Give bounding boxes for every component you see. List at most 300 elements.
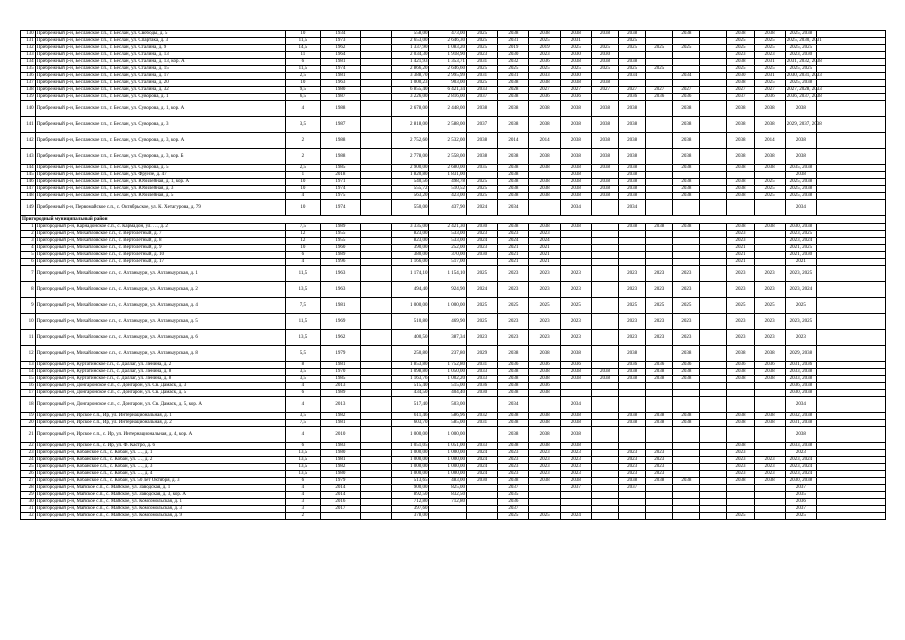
table-cell: 2038 — [591, 193, 618, 200]
table-cell: 2010 — [321, 427, 361, 443]
table-cell: 2025 — [619, 45, 646, 52]
address-cell: Прибрежный р-н, Бесланское г.п., г. Беслан, ул. Суворова, д. 5 — [35, 165, 285, 172]
table-cell: 2038 — [619, 31, 646, 38]
table-cell — [817, 80, 886, 87]
address-cell: Прибрежный р-н, Бесланское г.п., г. Беслан, ул. Юбилейная, д. 1, кор. А — [35, 179, 285, 186]
table-cell: 10 — [285, 186, 320, 193]
table-cell — [360, 485, 391, 492]
table-cell: 2034 — [498, 397, 529, 413]
table-cell: 2023 — [466, 330, 497, 346]
table-cell: 2025 — [619, 66, 646, 73]
table-cell: 2031 — [560, 38, 591, 45]
table-cell: 2038 — [560, 427, 591, 443]
table-cell: 250,80 — [391, 346, 429, 362]
table-cell — [591, 298, 618, 314]
table-cell — [360, 224, 391, 231]
address-cell: Пригородный р-н, Михайловское с.п., с. Ахтаныури, ул. Ахтаныурская, д. 5 — [35, 314, 285, 330]
table-cell: 2038 — [785, 427, 816, 443]
address-cell: Прибрежный р-н, Бесланское г.п., г. Беслан, ул. Сталина, д. 15 — [35, 66, 285, 73]
table-cell: 2023 — [498, 231, 529, 238]
table-row — [21, 376, 886, 383]
table-cell: 2036 — [754, 362, 785, 369]
table-cell: 2033, 2038 — [785, 443, 816, 450]
table-cell: 2038 — [560, 179, 591, 186]
table-cell: 2038 — [673, 193, 700, 200]
table-cell: 2 680,00 — [429, 165, 467, 172]
table-cell: 2023, 2024 — [785, 457, 816, 464]
table-cell: 1 000,23 — [391, 80, 429, 87]
table-cell: 903,00 — [429, 80, 467, 87]
table-cell — [673, 172, 700, 179]
table-cell: 586,96 — [429, 413, 467, 420]
address-cell: Пригородный р-н, Ирское с.п., с. Ир, ул. Ф. Кастро, д. 6 — [35, 443, 285, 450]
table-cell: 1 000,00 — [391, 464, 429, 471]
table-cell: 2023, 2024 — [785, 238, 816, 245]
row-number: 18 — [21, 397, 36, 413]
table-cell — [646, 59, 673, 66]
table-cell: 2016 — [321, 499, 361, 506]
table-cell: 2030 — [498, 52, 529, 59]
table-cell: 2038 — [619, 101, 646, 117]
table-cell: 1971 — [321, 179, 361, 186]
table-cell — [646, 179, 673, 186]
table-cell — [754, 238, 785, 245]
table-row — [21, 464, 886, 471]
table-cell: 2025 — [646, 298, 673, 314]
table-cell: 2 588,00 — [429, 117, 467, 133]
table-cell: 603,70 — [391, 420, 429, 427]
table-row — [21, 492, 886, 499]
table-cell: 1 000,00 — [429, 464, 467, 471]
table-cell: 11,5 — [285, 266, 320, 282]
table-cell — [591, 471, 618, 478]
table-cell: 2038 — [498, 383, 529, 390]
table-cell: 2036 — [646, 362, 673, 369]
table-row — [21, 133, 886, 149]
table-cell: 2025 — [785, 513, 816, 520]
table-cell — [591, 38, 618, 45]
table-cell: 2030, 2038 — [785, 390, 816, 397]
table-cell: 2025 — [466, 266, 497, 282]
row-number: 28 — [21, 485, 36, 492]
table-cell — [817, 485, 886, 492]
table-cell: 2038 — [785, 101, 816, 117]
table-cell: 2023 — [529, 231, 560, 238]
table-cell — [529, 499, 560, 506]
table-cell — [817, 38, 886, 45]
rows-bеслан — [21, 31, 886, 216]
table-cell: 4 — [285, 397, 320, 413]
table-cell — [646, 117, 673, 133]
table-cell: 2030 — [560, 73, 591, 80]
address-cell: Пригородный р-н, Донгаронское с.п., с. Донгарон, ул. Св. Дамаск, д. 5 — [35, 390, 285, 397]
table-cell: 2023 — [560, 330, 591, 346]
table-cell — [673, 238, 700, 245]
address-cell: Пригородный р-н, Михайловское с.п., с. Ахтаныури, ул. Ахтаныурская, д. 2 — [35, 282, 285, 298]
table-cell — [817, 492, 886, 499]
row-number: 143 — [21, 149, 36, 165]
table-cell: 2023 — [498, 314, 529, 330]
table-cell — [727, 200, 754, 216]
row-number: 144 — [21, 165, 36, 172]
table-cell — [817, 513, 886, 520]
table-cell — [619, 238, 646, 245]
table-cell — [529, 172, 560, 179]
table-cell — [700, 66, 727, 73]
table-cell: 555,72 — [391, 186, 429, 193]
table-cell: 2032 — [466, 413, 497, 420]
table-cell: 2038 — [591, 165, 618, 172]
table-cell — [360, 464, 391, 471]
table-cell: 2023 — [529, 282, 560, 298]
table-row — [21, 346, 886, 362]
table-cell — [646, 80, 673, 87]
table-cell — [360, 172, 391, 179]
table-cell — [360, 45, 391, 52]
table-cell: 2035 — [466, 165, 497, 172]
table-cell: 2038 — [529, 443, 560, 450]
table-cell: 2038 — [727, 186, 754, 193]
table-cell: 2038 — [727, 59, 754, 66]
table-row — [21, 478, 886, 485]
table-cell — [360, 376, 391, 383]
table-cell: 2023 — [560, 471, 591, 478]
table-cell — [360, 94, 391, 101]
table-cell — [360, 59, 391, 66]
table-cell: 2023 — [619, 464, 646, 471]
table-cell — [360, 457, 391, 464]
table-cell — [360, 420, 391, 427]
row-number: 30 — [21, 499, 36, 506]
table-cell: 2025 — [498, 513, 529, 520]
table-cell — [466, 259, 497, 266]
table-cell: 2038 — [591, 179, 618, 186]
table-cell: 2023, 2025 — [785, 314, 816, 330]
table-cell: 832,50 — [429, 492, 467, 499]
table-cell: 2023 — [754, 471, 785, 478]
table-cell: 2 646,60 — [429, 66, 467, 73]
table-cell — [360, 450, 391, 457]
table-cell — [817, 346, 886, 362]
table-cell: 2025, 2038 — [785, 186, 816, 193]
table-cell: 2038 — [529, 478, 560, 485]
table-cell: 2025, 2038 — [785, 31, 816, 38]
table-cell — [673, 66, 700, 73]
table-cell — [591, 499, 618, 506]
table-cell: 2038 — [754, 413, 785, 420]
table-cell: 1 337,90 — [391, 45, 429, 52]
table-cell — [700, 38, 727, 45]
table-cell — [619, 499, 646, 506]
table-cell — [466, 499, 497, 506]
table-cell: 2038 — [619, 149, 646, 165]
row-number: 19 — [21, 413, 36, 420]
table-cell: 2031 — [754, 73, 785, 80]
table-cell: 2031 — [466, 420, 497, 427]
table-cell: 2025 — [591, 45, 618, 52]
table-cell: 823,00 — [391, 231, 429, 238]
table-cell: 4 — [285, 427, 320, 443]
row-number: 27 — [21, 478, 36, 485]
table-cell: 2,5 — [285, 165, 320, 172]
table-cell: 2038 — [646, 413, 673, 420]
table-row — [21, 193, 886, 200]
address-cell: Прибрежный р-н, Бесланское г.п., г. Беслан, ул. Юбилейная, д. 5 — [35, 193, 285, 200]
table-cell: 2037 — [785, 485, 816, 492]
row-number: 16 — [21, 383, 36, 390]
table-row — [21, 45, 886, 52]
table-cell — [646, 52, 673, 59]
table-cell — [619, 259, 646, 266]
table-row — [21, 231, 886, 238]
table-cell: 2038 — [498, 376, 529, 383]
table-cell: 2025 — [754, 179, 785, 186]
table-cell: 2035 — [785, 492, 816, 499]
table-cell — [591, 506, 618, 513]
table-cell — [817, 45, 886, 52]
table-cell: 2038 — [619, 346, 646, 362]
table-cell: 2038 — [591, 101, 618, 117]
table-cell — [466, 492, 497, 499]
table-cell: 2025 — [560, 298, 591, 314]
table-cell: 10 — [285, 31, 320, 38]
table-cell: 2028 — [498, 87, 529, 94]
table-cell: 1 353,71 — [429, 59, 467, 66]
table-cell: 1983 — [321, 443, 361, 450]
table-cell: 2038 — [466, 101, 497, 117]
table-cell — [619, 390, 646, 397]
table-cell: 12 — [285, 231, 320, 238]
address-cell: Пригородный р-н, Кобанское с.п., с. Кобан, ул. …, д. 4 — [35, 471, 285, 478]
table-cell: 2023 — [498, 457, 529, 464]
table-cell — [673, 457, 700, 464]
table-cell: 2038 — [727, 443, 754, 450]
table-cell — [619, 513, 646, 520]
table-cell — [700, 193, 727, 200]
table-cell — [360, 259, 391, 266]
table-cell: 2038 — [560, 193, 591, 200]
table-cell — [591, 513, 618, 520]
table-cell — [700, 450, 727, 457]
table-cell: 1 853,80 — [391, 362, 429, 369]
table-row — [21, 513, 886, 520]
table-cell: 1981 — [321, 457, 361, 464]
table-cell: 2023, 2025 — [785, 231, 816, 238]
table-cell: 6 — [285, 390, 320, 397]
table-cell — [700, 87, 727, 94]
table-cell: 2038 — [727, 369, 754, 376]
table-cell — [673, 245, 700, 252]
table-cell: 2038 — [529, 224, 560, 231]
table-row — [21, 52, 886, 59]
table-cell: 13,5 — [285, 282, 320, 298]
table-cell: 4 — [285, 259, 320, 266]
table-cell: 2038 — [727, 101, 754, 117]
table-row — [21, 172, 886, 179]
table-cell: 2025 — [529, 513, 560, 520]
table-cell: 2025, 2038 — [785, 80, 816, 87]
table-cell: 823,00 — [391, 238, 429, 245]
row-number: 26 — [21, 471, 36, 478]
table-row — [21, 31, 886, 38]
table-row — [21, 443, 886, 450]
table-cell: 1955 — [321, 231, 361, 238]
table-cell: 2025 — [754, 186, 785, 193]
table-cell: 2025 — [727, 45, 754, 52]
table-cell: 2038 — [673, 133, 700, 149]
row-number: 137 — [21, 80, 36, 87]
table-cell: 2038 — [727, 31, 754, 38]
table-cell: 2025 — [591, 66, 618, 73]
table-cell — [817, 266, 886, 282]
table-cell: 2025 — [529, 66, 560, 73]
table-cell: 13,5 — [285, 471, 320, 478]
table-cell — [817, 471, 886, 478]
table-cell: 2023 — [727, 314, 754, 330]
table-cell: 3 — [285, 506, 320, 513]
table-cell: 2023 — [646, 457, 673, 464]
table-cell — [700, 314, 727, 330]
table-row — [21, 499, 886, 506]
table-cell — [360, 492, 391, 499]
table-cell — [619, 443, 646, 450]
row-number: 136 — [21, 73, 36, 80]
table-cell: 2038 — [560, 443, 591, 450]
table-cell — [591, 450, 618, 457]
address-cell: Прибрежный р-н, Бесланское г.п., г. Беслан, ул. Суворова, д. 3 — [35, 117, 285, 133]
table-cell: 2038 — [560, 80, 591, 87]
table-cell: 4 — [285, 485, 320, 492]
table-cell: 1 000,00 — [429, 298, 467, 314]
table-cell: 2037 — [498, 485, 529, 492]
table-cell — [646, 172, 673, 179]
table-row — [21, 224, 886, 231]
table-cell — [700, 369, 727, 376]
row-number: 7 — [21, 266, 36, 282]
table-cell: 2038 — [498, 420, 529, 427]
table-cell: 2024 — [466, 464, 497, 471]
table-row — [21, 80, 886, 87]
row-number: 31 — [21, 506, 36, 513]
address-cell: Прибрежный р-н, Бесланское г.п., г. Беслан, ул. Спартака, д. 3 — [35, 38, 285, 45]
table-row — [21, 266, 886, 282]
table-cell — [700, 52, 727, 59]
table-cell: 2023 — [560, 457, 591, 464]
table-cell — [360, 252, 391, 259]
table-cell — [591, 485, 618, 492]
table-cell: 494,40 — [391, 282, 429, 298]
table-cell — [360, 362, 391, 369]
table-cell — [754, 499, 785, 506]
table-cell: 387,34 — [429, 330, 467, 346]
table-cell: 2 — [285, 149, 320, 165]
table-cell: 1985 — [321, 376, 361, 383]
table-cell: 10 — [285, 179, 320, 186]
table-cell — [817, 186, 886, 193]
table-cell: 2038 — [591, 133, 618, 149]
row-number: 139 — [21, 94, 36, 101]
table-cell: 2025, 2038 — [785, 193, 816, 200]
table-cell: 2023 — [646, 266, 673, 282]
address-cell: Прибрежный р-н, Бесланское г.п., г. Беслан, ул. Свободы, д. 5 — [35, 31, 285, 38]
table-cell — [817, 165, 886, 172]
table-row — [21, 383, 886, 390]
table-cell: 2038 — [673, 478, 700, 485]
table-cell: 2021, 2030 — [785, 252, 816, 259]
table-row — [21, 179, 886, 186]
table-cell: 2033 — [466, 443, 497, 450]
table-cell: 2038 — [785, 172, 816, 179]
table-cell: 2023 — [727, 231, 754, 238]
table-cell — [817, 133, 886, 149]
table-cell: 3,5 — [285, 117, 320, 133]
table-cell: 2038 — [529, 149, 560, 165]
table-cell: 2038 — [727, 478, 754, 485]
table-cell — [700, 73, 727, 80]
table-cell: 2023, 2025 — [785, 266, 816, 282]
table-cell: 2 646,30 — [429, 38, 467, 45]
table-cell: 2 034,30 — [391, 52, 429, 59]
table-cell: 2014 — [321, 485, 361, 492]
table-cell: 2038 — [619, 193, 646, 200]
table-cell: 2036 — [560, 94, 591, 101]
table-cell — [360, 66, 391, 73]
row-number: 131 — [21, 38, 36, 45]
table-cell — [754, 390, 785, 397]
table-cell: 3 — [285, 499, 320, 506]
table-cell: 2023 — [529, 314, 560, 330]
table-cell: 2038 — [619, 413, 646, 420]
table-cell: 2023 — [646, 282, 673, 298]
table-cell: 2027, 2028, 2033 — [786, 87, 822, 92]
address-cell: Пригородный р-н, Кобанское с.п., с. Кобан, ул. …, д. 3 — [35, 464, 285, 471]
table-cell: 1 000,00 — [429, 471, 467, 478]
table-cell: 2025 — [466, 80, 497, 87]
table-cell — [360, 266, 391, 282]
table-cell — [700, 383, 727, 390]
table-cell: 2038 — [673, 376, 700, 383]
table-cell: 2038 — [754, 376, 785, 383]
table-cell — [360, 443, 391, 450]
table-cell: 2038 — [591, 369, 618, 376]
table-cell — [360, 506, 391, 513]
table-cell: 900,00 — [391, 485, 429, 492]
table-cell: 1989 — [321, 252, 361, 259]
address-cell: Пригородный р-н, Кобанское с.п., с. Кобан, ул. …, д. 2 — [35, 457, 285, 464]
table-cell: 712,80 — [429, 499, 467, 506]
table-row — [21, 457, 886, 464]
table-cell: 2038 — [498, 186, 529, 193]
table-cell: 2038 — [529, 390, 560, 397]
table-cell: 2038 — [591, 59, 618, 66]
table-cell: 13,5 — [285, 450, 320, 457]
table-cell: 6 — [285, 478, 320, 485]
table-cell: 2038 — [785, 149, 816, 165]
table-cell — [591, 420, 618, 427]
table-cell — [817, 383, 886, 390]
table-cell — [754, 397, 785, 413]
table-cell — [700, 172, 727, 179]
table-cell: 2023 — [466, 52, 497, 59]
table-cell: 1 000,00 — [429, 427, 467, 443]
table-cell: 1979 — [321, 478, 361, 485]
address-cell: Прибрежный р-н, Бесланское г.п., г. Беслан, ул. Суворова, д. 1, кор. А — [35, 101, 285, 117]
table-cell — [817, 390, 886, 397]
table-cell: 2023 — [754, 282, 785, 298]
table-cell — [754, 172, 785, 179]
table-cell: 1 752,80 — [429, 362, 467, 369]
table-cell: 2031 — [498, 73, 529, 80]
